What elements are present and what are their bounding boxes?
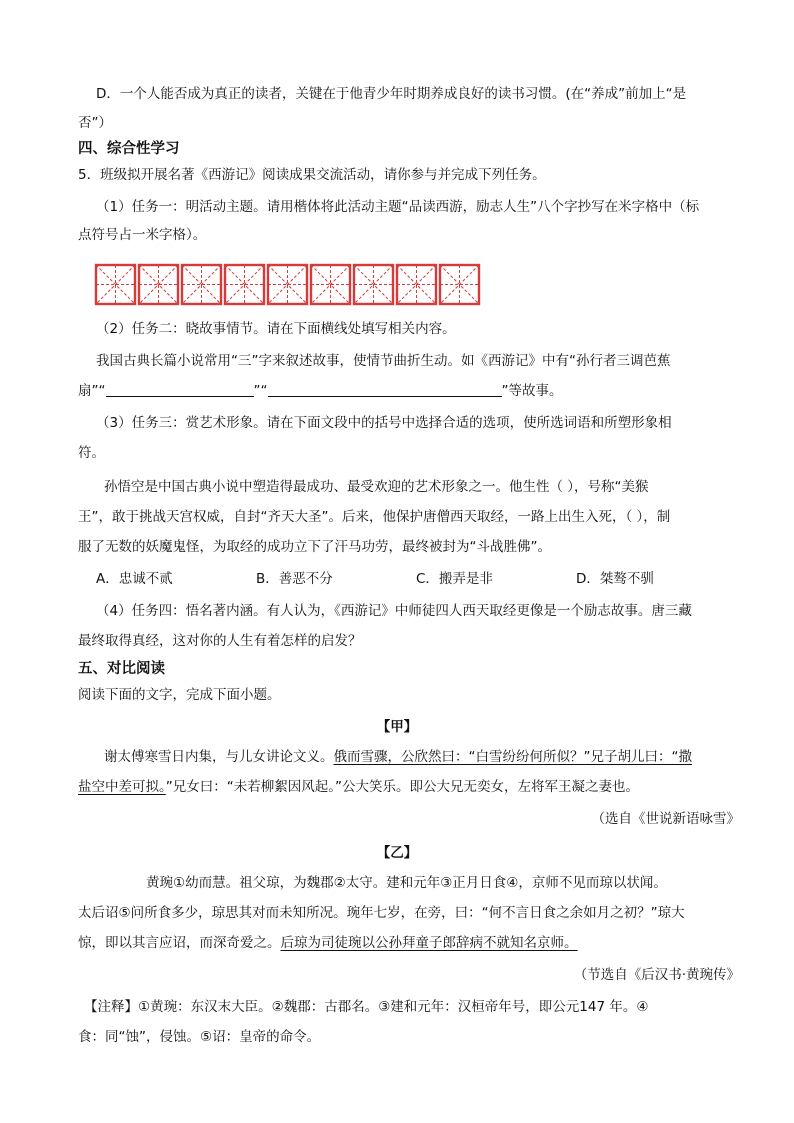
yi-line3 [78,933,578,953]
mizi-cell[interactable] [397,265,436,304]
mizi-grid[interactable] [93,262,481,308]
mizi-cell[interactable] [182,265,221,304]
task4-line2: 最终取得真经，这对你的人生有着怎样的启发？ [78,633,362,649]
task1-line1: （1）任务一：明活动主题。请用楷体将此活动主题“品读西游，励志人生”八个字抄写在米字格中（标 [96,199,700,215]
task2-text-a: 扇”“ [78,383,106,399]
passage-line3: 服了无数的妖魔鬼怪，为取经的成功立下了汗马功劳，最终被封为“斗战胜佛”。 [78,539,551,555]
choice-options [96,569,654,589]
yi-line1: 黄琬①幼而慧。祖父琼，为魏郡②太守。建和元年③正月日食④，京师不见而琼以状闻。 [146,875,667,891]
mizi-cell[interactable] [354,265,393,304]
task3-line2: 符。 [78,445,105,461]
jia-label: 【甲】 [376,719,418,735]
passage-line2: 王”，敢于挑战天宫权威，自封“齐天大圣”。后来，他保护唐僧西天取经，一路上出生入死，（ ），制 [78,509,671,525]
task2-line: （2）任务二：晓故事情节。请在下面横线处填写相关内容。 [96,321,456,337]
passage-line1: 孙悟空是中国古典小说中塑造得最成功、最受欢迎的艺术形象之一。他生性（ ），号称“美猴 [104,479,649,495]
jia-line2 [78,777,639,797]
answer-blank-2[interactable] [268,382,502,397]
section4-heading: 四、综合性学习 [78,141,180,157]
q5-intro: 5．班级拟开展名著《西游记》阅读成果交流活动，请你参与并完成下列任务。 [78,167,546,183]
mizi-cell[interactable] [225,265,264,304]
option-d[interactable]: D．桀骜不驯 [576,571,654,587]
task4-line1: （4）任务四：悟名著内涵。有人认为，《西游记》中师徒四人西天取经更像是一个励志故事。唐三藏 [96,603,692,619]
option-a[interactable]: A．忠诚不贰 [96,571,173,587]
notes-line1: 【注释】①黄琬：东汉末大臣。②魏郡：古郡名。③建和元年：汉桓帝年号，即公元147 年。④ [84,999,649,1015]
option-b[interactable]: B．善恶不分 [256,571,333,587]
mizi-cell[interactable] [311,265,350,304]
task2-body-line2 [78,381,563,401]
yi-underlined-sentence: 后琼为司徒琬以公孙拜童子郎辞病不就知名京师。 [280,935,578,951]
task2-text-b: ”“ [253,383,268,399]
task1-line2: 点符号占一米字格）。 [78,227,207,243]
yi-source: （节选自《后汉书·黄琬传》 [573,967,740,983]
task2-text-c: ”等故事。 [501,383,563,399]
mizi-cell[interactable] [440,265,479,304]
option-d-line1: D．一个人能否成为真正的读者，关键在于他青少年时期养成良好的读书习惯。(在“养成”前加上“是 [96,86,687,102]
jia-underlined-end: 盐空中差可拟。 [78,779,166,795]
option-c[interactable]: C．搬弄是非 [416,571,493,587]
jia-line1-plain: 谢太傅寒雪日内集，与儿女讲论文义。 [104,749,334,765]
mizi-cell[interactable] [139,265,178,304]
yi-line3-plain: 惊，即以其言应诏，而深奇爱之。 [78,935,281,951]
yi-line2: 太后诏⑤问所食多少，琼思其对而未知所况。琬年七岁，在旁，曰：“何不言日食之余如月之初？”琼大 [78,905,685,921]
section5-instruction: 阅读下面的文字，完成下面小题。 [78,687,281,703]
option-d-line2: 否”） [78,115,112,131]
task3-line1: （3）任务三：赏艺术形象。请在下面文段中的括号中选择合适的选项，使所选词语和所塑形象相 [96,415,672,431]
section5-heading: 五、对比阅读 [78,661,165,677]
jia-underlined-sentence: 俄而雪骤，公欣然曰：“白雪纷纷何所似？”兄子胡儿曰：“撒 [333,749,692,765]
yi-label: 【乙】 [376,845,418,861]
jia-source: （选自《世说新语咏雪》 [591,811,740,827]
answer-blank-1[interactable] [106,382,254,397]
jia-line2-plain: ”兄女曰：“未若柳絮因风起。”公大笑乐。即公大兄无奕女，左将军王凝之妻也。 [165,779,639,795]
jia-line1 [104,747,692,767]
notes-line2: 食：同“蚀”，侵蚀。⑤诏：皇帝的命令。 [78,1029,321,1045]
mizi-cell[interactable] [268,265,307,304]
task2-body-line1: 我国古典长篇小说常用“三”字来叙述故事，使情节曲折生动。如《西游记》中有“孙行者三调芭蕉 [96,353,671,369]
mizi-cell[interactable] [96,265,135,304]
